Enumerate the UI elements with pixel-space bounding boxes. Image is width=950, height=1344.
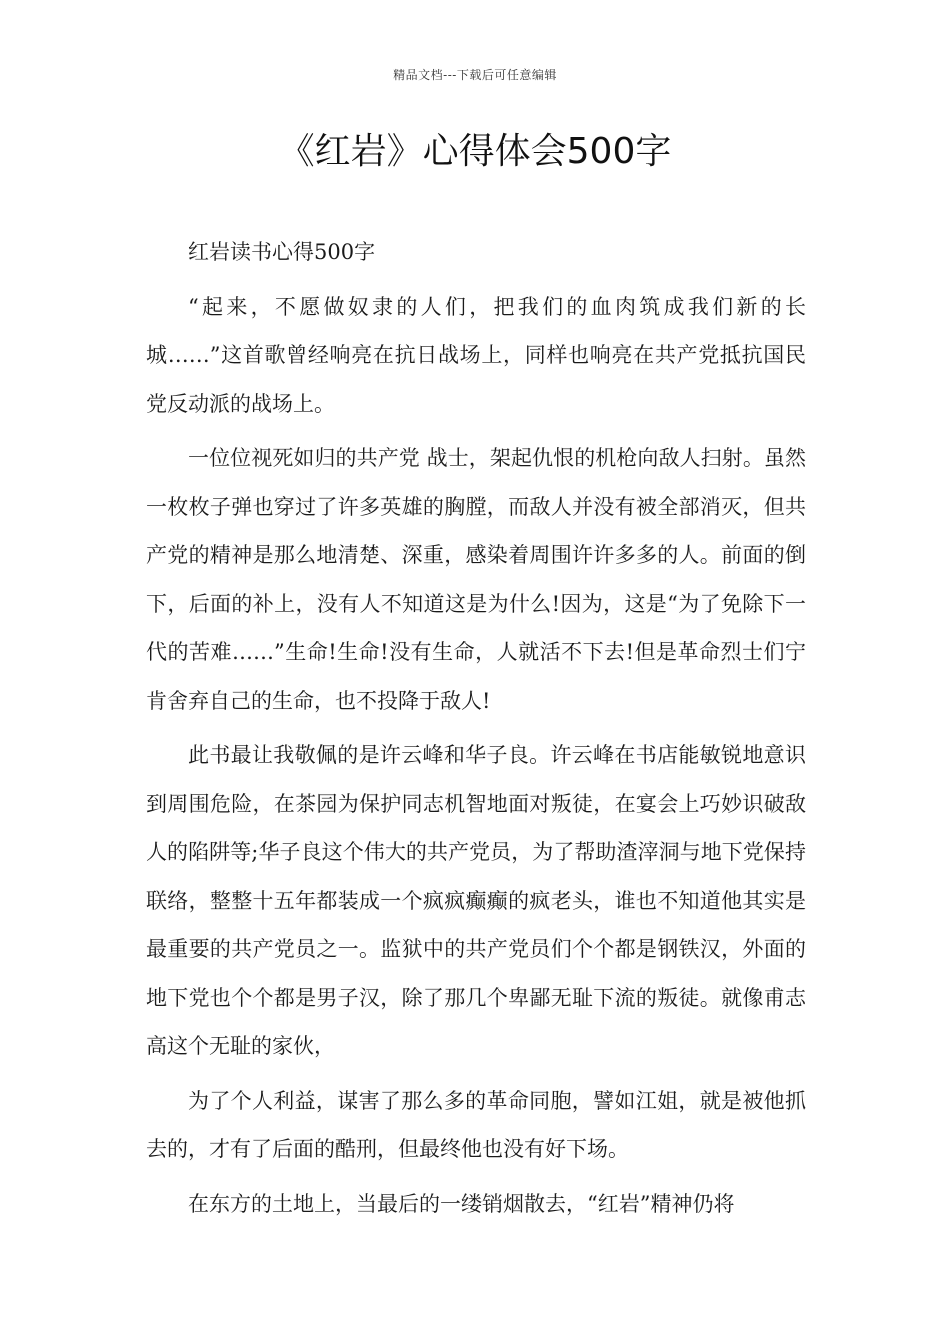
body-paragraph: 在东方的土地上，当最后的一缕销烟散去，“红岩”精神仍将 (188, 1191, 735, 1216)
header-note: 精品文档---下载后可任意编辑 (393, 68, 557, 82)
body-paragraph: 一位位视死如归的共产党 战士，架起仇恨的机枪向敌人扫射。虽然一枚枚子弹也穿过了许多英雄的胸膛，而敌人并没有被全部消灭，但共产党的精神是那么地清楚、深重，感染着周围许许多多的人。前面的倒下，后面的补上，没有人不知道这是为什么!因为，这是“为了免除下一代的苦难……”生命!生命!没有生命，人就活不下去!但是革命烈士们宁肯舍弃自己的生命，也不投降于敌人! (146, 446, 806, 713)
body-paragraph: “起来，不愿做奴隶的人们，把我们的血肉筑成我们新的长城……”这首歌曾经响亮在抗日战场上，同样也响亮在共产党抵抗国民党反动派的战场上。 (146, 294, 806, 416)
document-title: 《红岩》心得体会500字 (278, 131, 672, 172)
subtitle-paragraph: 红岩读书心得500字 (188, 240, 376, 264)
body-paragraph: 为了个人利益，谋害了那么多的革命同胞，譬如江姐，就是被他抓去的，才有了后面的酷刑，但最终他也没有好下场。 (146, 1088, 806, 1161)
body-paragraph: 此书最让我敬佩的是许云峰和华子良。许云峰在书店能敏锐地意识到周围危险，在茶园为保护同志机智地面对叛徒，在宴会上巧妙识破敌人的陷阱等;华子良这个伟大的共产党员，为了帮助渣滓洞与地下党保持联络，整整十五年都装成一个疯疯癫癫的疯老头，谁也不知道他其实是最重要的共产党员之一。监狱中的共产党员们个个都是钢铁汉，外面的地下党也个个都是男子汉，除了那几个卑鄙无耻下流的叛徒。就像甫志高这个无耻的家伙， (146, 743, 806, 1058)
document-body (146, 228, 806, 1234)
